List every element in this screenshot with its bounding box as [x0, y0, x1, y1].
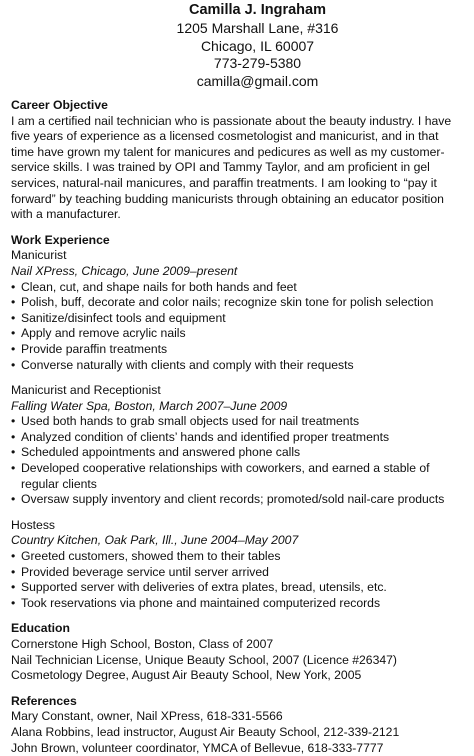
duty-item: • Sanitize/disinfect tools and equipment: [11, 311, 464, 327]
candidate-name: Camilla J. Ingraham: [189, 2, 326, 18]
resume-header: [51, 0, 464, 90]
job-employer: Falling Water Spa, Boston, March 2007–June 2009: [11, 398, 288, 413]
job-duties: [11, 549, 464, 611]
address-line-2: Chicago, IL 60007: [200, 37, 315, 54]
reference-line: Alana Robbins, lead instructor, August Air Beauty School, 212-339-2121: [11, 724, 400, 739]
reference-line: Mary Constant, owner, Nail XPress, 618-331-5566: [11, 709, 283, 724]
address-line-1: 1205 Marshall Lane, #316: [176, 20, 339, 36]
duty-item: • Oversaw supply inventory and client records; promoted/sold nail-care products: [11, 492, 464, 508]
education-line: Cosmetology Degree, August Air Beauty School, New York, 2005: [11, 668, 362, 683]
duty-item: • Polish, buff, decorate and color nails; recognize skin tone for polish selection: [11, 295, 464, 311]
duty-item: • Apply and remove acrylic nails: [11, 326, 464, 342]
references-heading: References: [11, 693, 77, 708]
job-entry: [11, 383, 464, 508]
job-duties: [11, 280, 464, 374]
job-employer: Nail XPress, Chicago, June 2009–present: [11, 263, 238, 278]
duty-item: • Provide paraffin treatments: [11, 342, 464, 358]
career-objective-text: I am a certified nail technician who is passionate about the beauty industry. I have five years of experience as a licensed cosmetologist and manicurist, and in that time have grown my talent for manicures and pedicures as well as my customer-service skills. I was trained by OPI and Tammy Taylor, and am proficient in gel services, natural-nail manicures, and paraffin treatments. I am looking to “pay it forward” by teaching budding manicurists through obtaining an educator position with a manufacturer.: [11, 113, 452, 222]
job-role: Manicurist: [11, 248, 67, 263]
job-entry: [11, 248, 464, 373]
education-line: Cornerstone High School, Boston, Class of 2007: [11, 637, 274, 651]
career-objective-section: [11, 98, 464, 223]
duty-item: • Clean, cut, and shape nails for both hands and feet: [11, 280, 464, 296]
job-entry: [11, 518, 464, 612]
career-objective-heading: Career Objective: [11, 98, 108, 112]
reference-line: John Brown, volunteer coordinator, YMCA of Bellevue, 618-333-7777: [11, 740, 384, 755]
duty-item: • Analyzed condition of clients’ hands and identified proper treatments: [11, 430, 464, 446]
job-employer: Country Kitchen, Oak Park, Ill., June 2004–May 2007: [11, 533, 299, 548]
education-heading: Education: [11, 621, 70, 636]
references-section: [11, 694, 464, 756]
work-experience-heading: Work Experience: [11, 232, 110, 247]
duty-item: • Converse naturally with clients and comply with their requests: [11, 358, 464, 374]
duty-item: • Scheduled appointments and answered phone calls: [11, 445, 464, 461]
email-address: camilla@gmail.com: [196, 72, 319, 89]
duty-item: • Used both hands to grab small objects used for nail treatments: [11, 414, 464, 430]
job-role: Manicurist and Receptionist: [11, 383, 161, 398]
work-experience-section: [11, 233, 464, 612]
duty-item: • Developed cooperative relationships with coworkers, and earned a stable of regular clients: [11, 461, 464, 492]
duty-item: • Provided beverage service until server arrived: [11, 565, 464, 581]
phone-number: 773-279-5380: [213, 55, 302, 71]
duty-item: • Greeted customers, showed them to their tables: [11, 549, 464, 565]
duty-item: • Supported server with deliveries of extra plates, bread, utensils, etc.: [11, 580, 464, 596]
job-role: Hostess: [11, 517, 56, 532]
education-line: Nail Technician License, Unique Beauty School, 2007 (Licence #26347): [11, 652, 397, 667]
job-duties: [11, 414, 464, 508]
duty-item: • Took reservations via phone and maintained computerized records: [11, 596, 464, 612]
education-section: [11, 621, 464, 683]
